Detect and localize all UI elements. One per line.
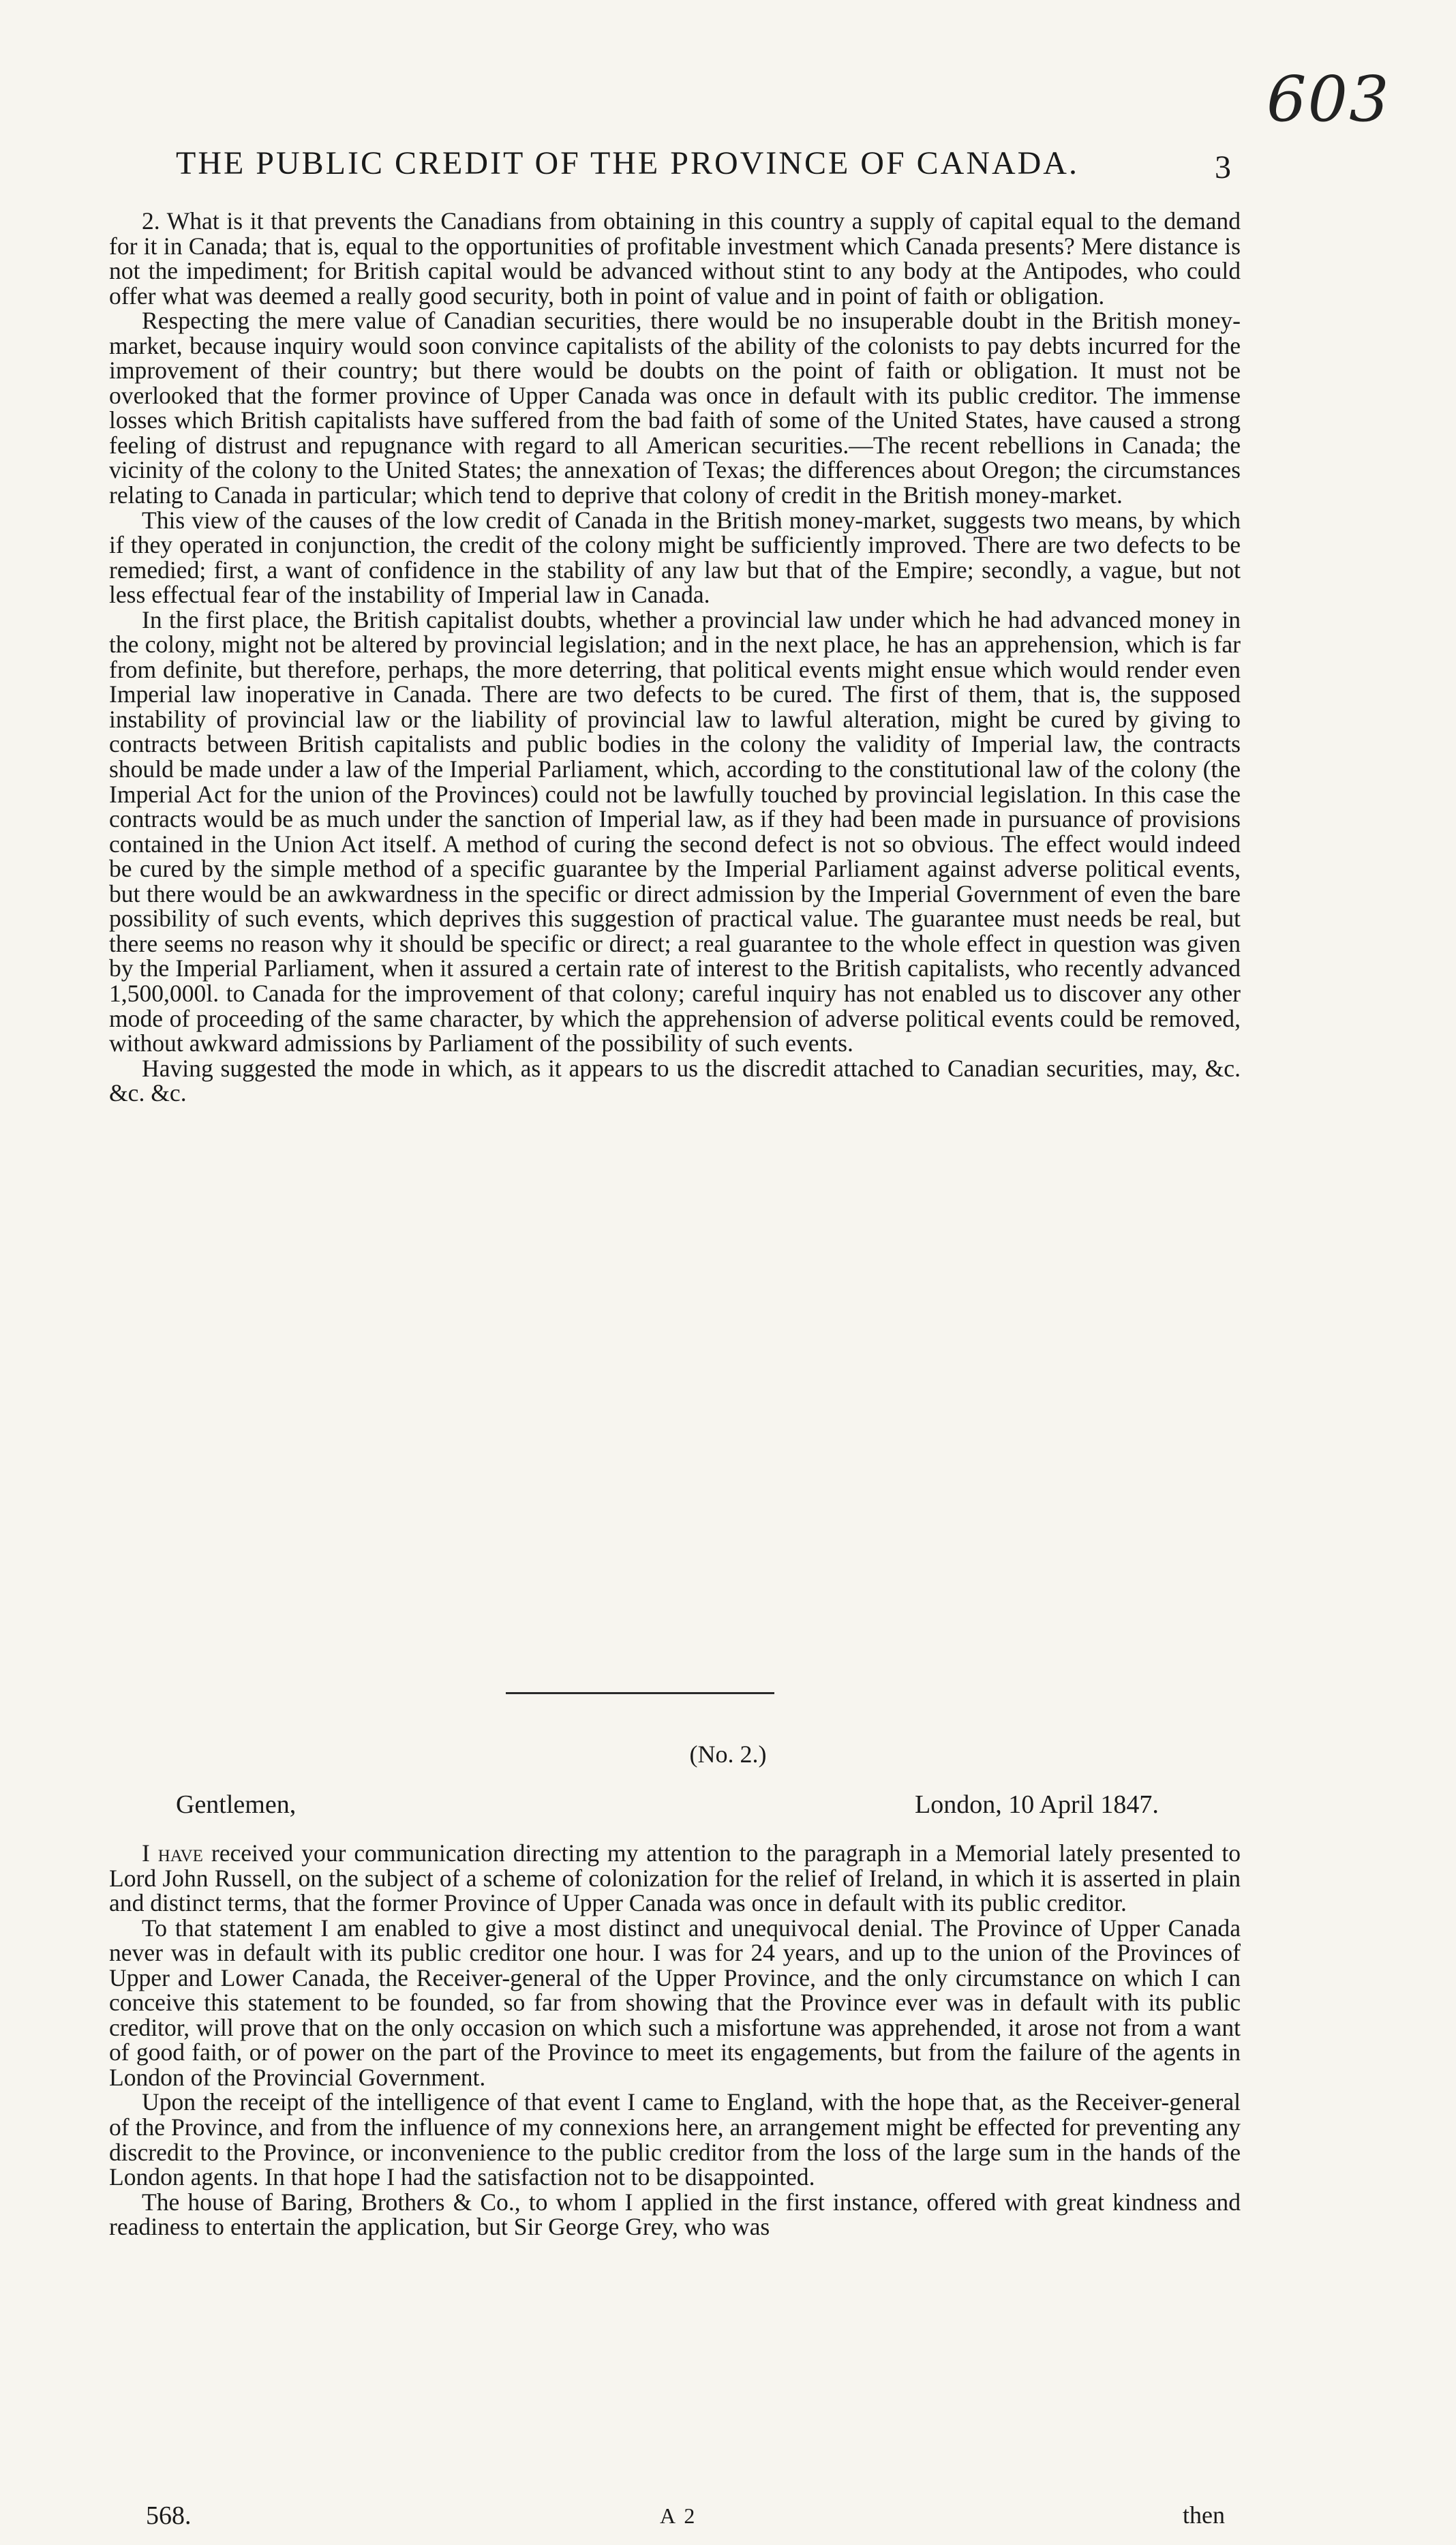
letter-text [109, 1841, 1241, 2240]
first-word: I have [142, 1839, 203, 1867]
paragraph: Upon the receipt of the intelligence of that event I came to England, with the hope that, as the Receiver-general of the Province, and from the influence of my connexions here, an arrangement might be effected for preventing any discredit to the Province, or inconvenience to the public creditor from the loss of the large sum in the hands of the London agents. In that hope I had the satisfaction not to be disappointed. [109, 2088, 1241, 2191]
memorial-text [109, 209, 1241, 1106]
sessional-number: 568. [146, 2501, 192, 2530]
paragraph: I have received your communication directing my attention to the paragraph in a Memorial lately presented to Lord John Russell, on the subject of a scheme of colonization for the relief of Ireland, in which it is asserted in plain and distinct terms, that the former Province of Upper Canada was once in default with its public creditor. [109, 1839, 1241, 1917]
letter-number: (No. 2.) [689, 1741, 767, 1768]
paragraph: Having suggested the mode in which, as it appears to us the discredit attached to Canadian securities, may, &c. &c. &c. [109, 1054, 1241, 1107]
salutation: Gentlemen, [176, 1790, 297, 1819]
paragraph: 2. What is it that prevents the Canadians from obtaining in this country a supply of capital equal to the demand for it in Canada; that is, equal to the opportunities of profitable investment which Canada presents? Mere distance is not the impediment; for British capital would be advanced without stint to any body at the Antipodes, who could offer what was deemed a really good security, both in point of value and in point of faith or obligation. [109, 207, 1241, 310]
handwritten-page-number: 603 [1267, 63, 1391, 136]
page-title: THE PUBLIC CREDIT OF THE PROVINCE OF CANADA. [176, 145, 1079, 181]
catchword: then [1183, 2501, 1225, 2529]
paragraph: The house of Baring, Brothers & Co., to whom I applied in the first instance, offered with great kindness and readiness to entertain the application, but Sir George Grey, who was [109, 2188, 1241, 2241]
paragraph: This view of the causes of the low credit of Canada in the British money-market, suggests two means, by which if they operated in conjunction, the credit of the colony might be sufficiently improved. There are two defects to be remedied; first, a want of confidence in the stability of any law but that of the Empire; secondly, a vague, but not less effectual fear of the instability of Imperial law in Canada. [109, 506, 1241, 609]
section-divider [506, 1692, 774, 1694]
place-date: London, 10 April 1847. [915, 1790, 1159, 1819]
paragraph: Respecting the mere value of Canadian securities, there would be no insuperable doubt in the British money-market, because inquiry would soon convince capitalists of the ability of the colonists to pay debts incurred for the improvement of their country; but there would be doubts on the point of faith or obligation. It must not be overlooked that the former province of Upper Canada was once in default with its public creditor. The immense losses which British capitalists have suffered from the bad faith of some of the United States, have caused a strong feeling of distrust and repugnance with regard to all American securities.—The recent rebellions in Canada; the vicinity of the colony to the United States; the annexation of Texas; the differences about Oregon; the circumstances relating to Canada in particular; which tend to deprive that colony of credit in the British money-market. [109, 307, 1241, 509]
paragraph: To that statement I am enabled to give a most distinct and unequivocal denial. The Province of Upper Canada never was in default with its public creditor one hour. I was for 24 years, and up to the union of the Provinces of Upper and Lower Canada, the Receiver-general of the Upper Province, and the only circumstance on which I can conceive this statement to be founded, so far from showing that the Province ever was in default with its public creditor, will prove that on the only occasion on which such a misfortune was apprehended, it arose not from a want of good faith, or of power on the part of the Province to meet its engagements, but from the failure of the agents in London of the Provincial Government. [109, 1914, 1241, 2091]
page-number: 3 [1215, 149, 1231, 185]
signature-mark: A 2 [660, 2503, 697, 2528]
paragraph: In the first place, the British capitalist doubts, whether a provincial law under which he had advanced money in the colony, might not be altered by provincial legislation; and in the next place, he has an apprehension, which is far from definite, but therefore, perhaps, the more deterring, that political events might ensue which would render even Imperial law inoperative in Canada. There are two defects to be cured. The first of them, that is, the supposed instability of provincial law or the liability of provincial law to lawful alteration, might be cured by giving to contracts between British capitalists and public bodies in the colony the validity of Imperial law, the contracts should be made under a law of the Imperial Parliament, which, according to the constitutional law of the colony (the Imperial Act for the union of the Provinces) could not be lawfully touched by provincial legislation. In this case the contracts would be as much under the sanction of Imperial law, as if they had been made in pursuance of provisions contained in the Union Act itself. A method of curing the second defect is not so obvious. The effect would indeed be cured by the simple method of a specific guarantee by the Imperial Parliament against adverse political events, but there would be an awkwardness in the specific or direct admission by the Imperial Government of even the bare possibility of such events, which deprives this suggestion of practical value. The guarantee must needs be real, but there seems no reason why it should be specific or direct; a real guarantee to the whole effect in question was given by the Imperial Parliament, when it assured a certain rate of interest to the British capitalists, who recently advanced 1,500,000l. to Canada for the improvement of that colony; careful inquiry has not enabled us to discover any other mode of proceeding of the same character, by which the apprehension of adverse political events could be removed, without awkward admissions by Parliament of the possibility of such events. [109, 605, 1241, 1057]
